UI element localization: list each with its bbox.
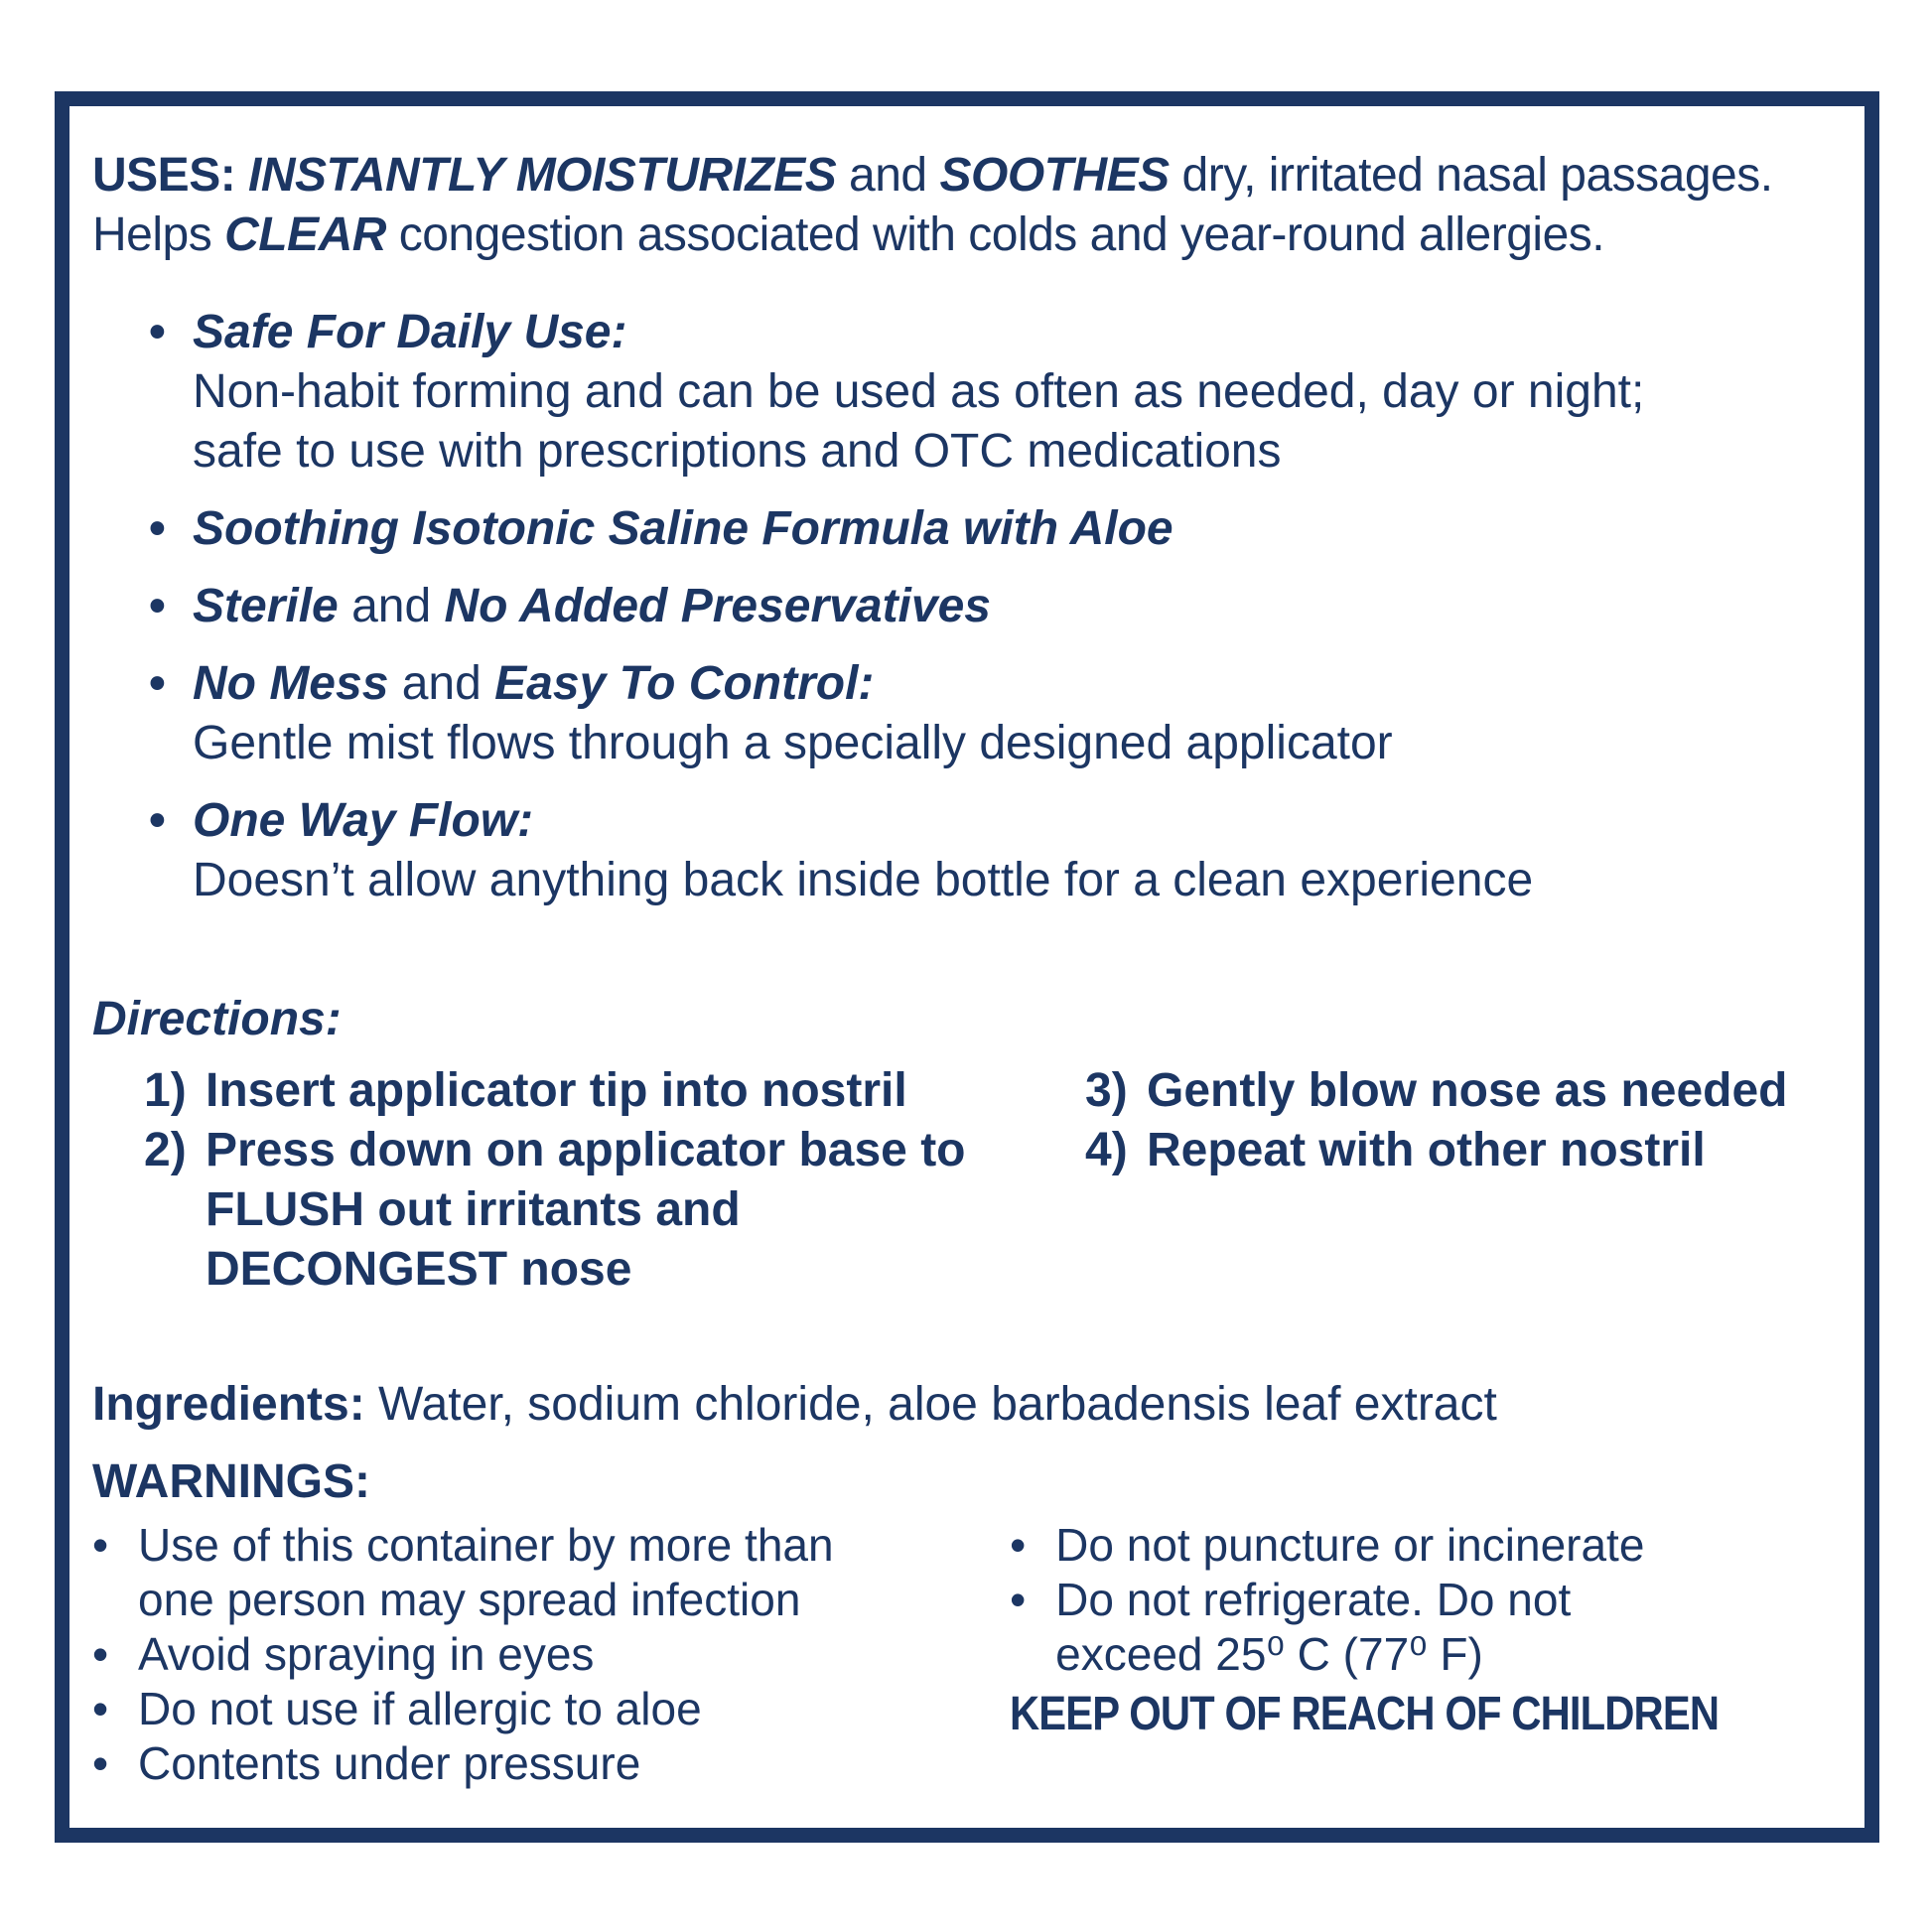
warning-line: Use of this container by more than: [138, 1519, 834, 1571]
feature-heading-text: and: [338, 580, 445, 632]
label-border-box: [55, 91, 1879, 1843]
warning-item: [92, 1518, 1010, 1627]
uses-emphasis-moisturizes: INSTANTLY MOISTURIZES: [248, 149, 837, 202]
bullet-icon: •: [92, 1737, 109, 1789]
warning-item: [1010, 1518, 1825, 1573]
warnings-columns: [92, 1518, 1825, 1791]
uses-text: and: [836, 149, 940, 202]
warning-text: [1055, 1573, 1825, 1682]
feature-text: [193, 499, 1825, 559]
warning-item: [92, 1682, 1010, 1736]
feature-item-safe-for-daily-use: [149, 303, 1825, 482]
feature-list: [149, 303, 1825, 910]
uses-text: Helps: [92, 208, 225, 261]
warning-line: Do not puncture or incinerate: [1055, 1519, 1645, 1571]
feature-text: [193, 303, 1825, 482]
bullet-icon: •: [149, 502, 166, 555]
uses-emphasis-clear: CLEAR: [224, 208, 386, 261]
warning-item: [92, 1736, 1010, 1791]
warning-line: Do not refrigerate. Do not: [1055, 1574, 1572, 1625]
warning-item: [92, 1627, 1010, 1682]
feature-text: [193, 654, 1825, 773]
uses-text: dry, irritated nasal passages.: [1169, 149, 1773, 202]
bullet-icon: •: [1010, 1519, 1027, 1571]
feature-heading: [193, 791, 1825, 851]
feature-item-no-mess: [149, 654, 1825, 773]
feature-heading-text: No Added Preservatives: [444, 580, 991, 632]
step-text: [206, 1061, 1085, 1121]
warning-text: [138, 1518, 1010, 1627]
warnings-column-left: [92, 1518, 1010, 1791]
warning-text: [1055, 1518, 1825, 1573]
uses-text: congestion associated with colds and year-round allergies.: [385, 208, 1605, 261]
feature-line: Doesn’t allow anything back inside bottle for a clean experience: [193, 854, 1534, 906]
feature-heading-text: One Way Flow:: [193, 794, 534, 847]
warning-line: one person may spread infection: [138, 1574, 801, 1625]
warnings-column-right: [1010, 1518, 1825, 1791]
feature-heading-text: Soothing Isotonic Saline Formula with Aloe: [193, 502, 1173, 555]
step-number: 1): [144, 1064, 187, 1117]
warning-line: Contents under pressure: [138, 1737, 641, 1789]
bullet-icon: •: [149, 580, 166, 632]
uses-label: USES:: [92, 149, 249, 202]
ingredients-line: [92, 1375, 1825, 1435]
warning-line: Avoid spraying in eyes: [138, 1628, 595, 1680]
feature-heading: [193, 577, 1825, 636]
warning-text: [138, 1682, 1010, 1736]
step-text: [1147, 1121, 1825, 1180]
warning-line: exceed 25⁰ C (77⁰ F): [1055, 1628, 1483, 1680]
bullet-icon: •: [149, 794, 166, 847]
warnings-heading: WARNINGS:: [92, 1455, 370, 1508]
feature-heading: [193, 499, 1825, 559]
feature-text: [193, 577, 1825, 636]
warning-text: [138, 1627, 1010, 1682]
feature-heading-text: Safe For Daily Use:: [193, 306, 627, 358]
step-text: [206, 1121, 1085, 1300]
warning-line: Do not use if allergic to aloe: [138, 1683, 702, 1734]
feature-line: Gentle mist flows through a specially designed applicator: [193, 717, 1393, 769]
bullet-icon: •: [149, 657, 166, 710]
step-text: [1147, 1061, 1825, 1121]
feature-heading-text: Easy To Control:: [494, 657, 875, 710]
feature-heading: [193, 654, 1825, 714]
bullet-icon: •: [92, 1628, 109, 1680]
ingredients-text: Water, sodium chloride, aloe barbadensis leaf extract: [378, 1378, 1497, 1431]
direction-step-3: [1085, 1061, 1825, 1121]
step-number: 4): [1085, 1124, 1128, 1176]
feature-item-sterile: [149, 577, 1825, 636]
uses-emphasis-soothes: SOOTHES: [939, 149, 1170, 202]
step-line: Gently blow nose as needed: [1147, 1064, 1788, 1117]
bullet-icon: •: [149, 306, 166, 358]
direction-step-4: [1085, 1121, 1825, 1180]
feature-heading-text: Sterile: [193, 580, 339, 632]
step-line: DECONGEST nose: [206, 1243, 632, 1296]
feature-item-one-way-flow: [149, 791, 1825, 910]
keep-out-of-reach-notice: KEEP OUT OF REACH OF CHILDREN: [1010, 1688, 1720, 1740]
bullet-icon: •: [92, 1519, 109, 1571]
feature-text: [193, 791, 1825, 910]
direction-step-2: [144, 1121, 1085, 1300]
feature-item-soothing-formula: [149, 499, 1825, 559]
direction-step-1: [144, 1061, 1085, 1121]
feature-line: safe to use with prescriptions and OTC medications: [193, 425, 1282, 478]
directions-columns: [144, 1061, 1825, 1300]
bullet-icon: •: [1010, 1574, 1027, 1625]
directions-section: [92, 990, 1825, 1300]
step-line: Press down on applicator base to: [206, 1124, 966, 1176]
step-number: 2): [144, 1124, 187, 1176]
uses-line-2: [92, 206, 1825, 265]
step-line: Repeat with other nostril: [1147, 1124, 1706, 1176]
step-line: FLUSH out irritants and: [206, 1183, 741, 1236]
feature-heading-text: No Mess: [193, 657, 389, 710]
ingredients-label: Ingredients:: [92, 1378, 365, 1431]
uses-line-1: [92, 146, 1825, 206]
directions-column-left: [144, 1061, 1085, 1300]
directions-column-right: [1085, 1061, 1825, 1300]
feature-heading: [193, 303, 1825, 362]
warning-text: [138, 1736, 1010, 1791]
uses-paragraph: [92, 146, 1825, 265]
step-number: 3): [1085, 1064, 1128, 1117]
feature-line: Non-habit forming and can be used as often as needed, day or night;: [193, 365, 1645, 418]
warning-item: [1010, 1573, 1825, 1682]
bullet-icon: •: [92, 1683, 109, 1734]
directions-heading: Directions:: [92, 993, 342, 1045]
feature-heading-text: and: [388, 657, 495, 710]
warnings-section: [92, 1452, 1825, 1791]
step-line: Insert applicator tip into nostril: [206, 1064, 907, 1117]
